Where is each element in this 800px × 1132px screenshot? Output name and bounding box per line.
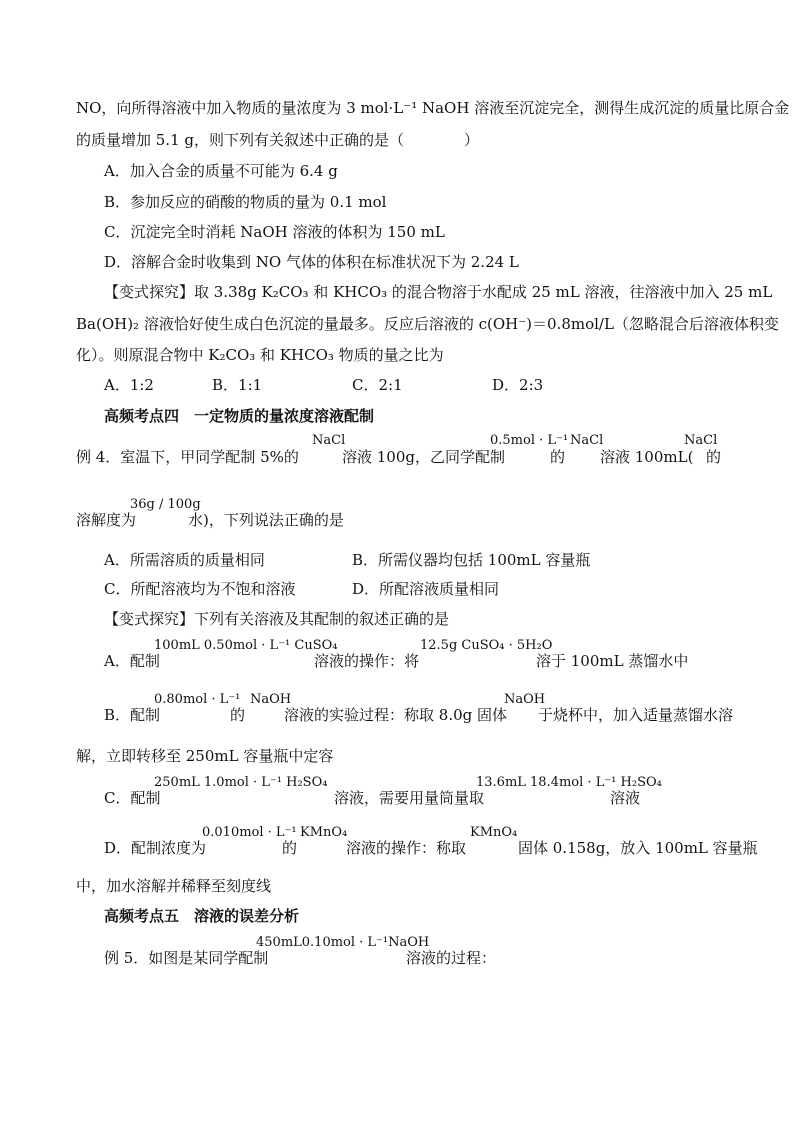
paragraph-line: 溶液的过程：	[406, 949, 497, 967]
option-d: D．所配溶液质量相同	[352, 580, 500, 598]
paragraph-line: 例 5．如图是某同学配制	[104, 949, 269, 967]
formula: 100mL 0.50mol · L⁻¹ CuSO₄	[154, 638, 338, 653]
paragraph-line: 溶液的实验过程：称取 8.0g 固体	[284, 706, 507, 724]
paragraph-line: 于烧杯中，加入适量蒸馏水溶	[538, 706, 734, 724]
paragraph-line: 固体 0.158g，放入 100mL 容量瓶	[518, 839, 758, 857]
formula: NaOH	[504, 692, 546, 707]
option-b: B．1:1	[212, 376, 263, 394]
paragraph-line: 溶解度为	[76, 511, 137, 529]
formula: 12.5g CuSO₄ · 5H₂O	[420, 638, 553, 653]
formula: NaCl	[570, 433, 604, 448]
option-a: A．所需溶质的质量相同	[104, 551, 265, 569]
paragraph-line: 化）。则原混合物中 K₂CO₃ 和 KHCO₃ 物质的量之比为	[76, 346, 444, 364]
paragraph-line: NO，向所得溶液中加入物质的量浓度为 3 mol·L⁻¹ NaOH 溶液至沉淀完全，测得生成沉淀的质量比原合金	[76, 99, 790, 117]
paragraph-line: 解，立即转移至 250mL 容量瓶中定容	[76, 747, 334, 765]
formula: NaCl	[684, 433, 718, 448]
paragraph-line: Ba(OH)₂ 溶液恰好使生成白色沉淀的量最多。反应后溶液的 c(OH⁻)＝0.8mol/L（忽略混合后溶液体积变	[76, 315, 779, 333]
paragraph-line: 的	[706, 448, 722, 466]
paragraph-line: 的质量增加 5.1 g，则下列有关叙述中正确的是（ ）	[76, 131, 479, 149]
paragraph-line: 溶液 100g，乙同学配制	[342, 448, 506, 466]
option-c: C．2:1	[352, 376, 403, 394]
option-b: B．参加反应的硝酸的物质的量为 0.1 mol	[104, 193, 387, 211]
formula: NaOH	[250, 692, 292, 707]
paragraph-line: 【变式探究】取 3.38g K₂CO₃ 和 KHCO₃ 的混合物溶于水配成 25 mL 溶液，往溶液中加入 25 mL	[104, 283, 773, 301]
option-b: B．配制	[104, 706, 161, 724]
option-a: A．配制	[104, 652, 160, 670]
formula: 0.010mol · L⁻¹	[202, 825, 297, 840]
option-b: B．所需仪器均包括 100mL 容量瓶	[352, 551, 591, 569]
section-heading: 高频考点五 溶液的误差分析	[104, 907, 300, 925]
paragraph-line: 溶液 100mL(	[600, 448, 694, 466]
paragraph-line: 水)，下列说法正确的是	[188, 511, 344, 529]
formula: 0.5mol · L⁻¹	[490, 433, 569, 448]
paragraph-line: 溶液	[610, 789, 641, 807]
formula: NaCl	[312, 433, 346, 448]
paragraph-line: 溶液的操作：将	[314, 652, 420, 670]
formula: KMnO₄	[470, 825, 518, 840]
formula: 250mL 1.0mol · L⁻¹ H₂SO₄	[154, 775, 328, 790]
section-heading: 高频考点四 一定物质的量浓度溶液配制	[104, 407, 375, 425]
formula: KMnO₄	[300, 825, 348, 840]
paragraph-line: 的	[282, 839, 298, 857]
paragraph-line: 溶于 100mL 蒸馏水中	[536, 652, 689, 670]
option-d: D．2:3	[492, 376, 544, 394]
option-c: C．沉淀完全时消耗 NaOH 溶液的体积为 150 mL	[104, 223, 445, 241]
option-d: D．溶解合金时收集到 NO 气体的体积在标准状况下为 2.24 L	[104, 253, 519, 271]
paragraph-line: 的	[550, 448, 566, 466]
formula: 0.80mol · L⁻¹	[154, 692, 241, 707]
option-c: C．所配溶液均为不饱和溶液	[104, 580, 296, 598]
paragraph-line: 中，加水溶解并稀释至刻度线	[76, 877, 272, 895]
formula: 36g / 100g	[130, 497, 201, 512]
option-c: C．配制	[104, 789, 161, 807]
paragraph-line: 例 4．室温下，甲同学配制 5%的	[76, 448, 299, 466]
option-a: A．加入合金的质量不可能为 6.4 g	[104, 162, 338, 180]
formula: 450mL0.10mol · L⁻¹NaOH	[256, 935, 430, 950]
option-a: A．1:2	[104, 376, 154, 394]
paragraph-line: 的	[230, 706, 246, 724]
paragraph-line: 溶液，需要用量筒量取	[334, 789, 485, 807]
formula: 13.6mL 18.4mol · L⁻¹ H₂SO₄	[476, 775, 662, 790]
paragraph-line: 溶液的操作：称取	[346, 839, 467, 857]
option-d: D．配制浓度为	[104, 839, 207, 857]
paragraph-line: 【变式探究】下列有关溶液及其配制的叙述正确的是	[104, 610, 450, 628]
